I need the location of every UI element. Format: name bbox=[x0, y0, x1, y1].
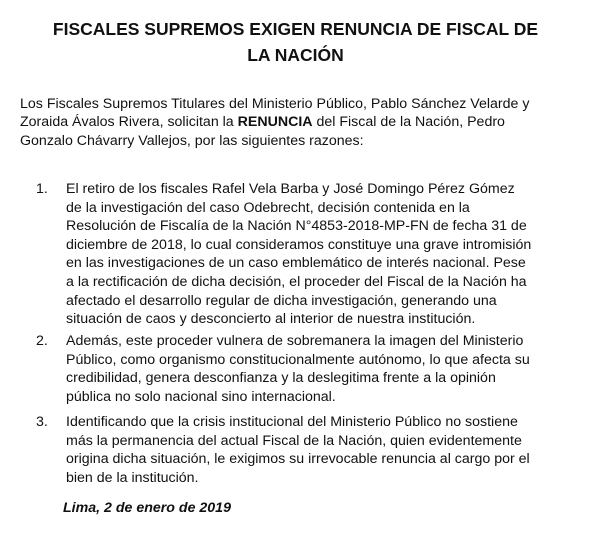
reason-line: Público, como organismo constitucionalmente autónomo, lo que afecta su bbox=[66, 351, 530, 368]
reason-line: Identificando que la crisis institucional del Ministerio Público no sostiene bbox=[66, 414, 518, 430]
place-date-signature: Lima, 2 de enero de 2019 bbox=[63, 500, 231, 516]
reason-text bbox=[66, 413, 550, 487]
renuncia-emphasis: RENUNCIA bbox=[237, 114, 313, 131]
title-line-2: LA NACIÓN bbox=[247, 45, 344, 65]
reason-line: origina dicha situación, le exigimos su irrevocable renuncia al cargo por el bbox=[66, 451, 530, 468]
intro-line-1: Los Fiscales Supremos Titulares del Ministerio Público, Pablo Sánchez Velarde y bbox=[20, 96, 530, 112]
reason-line: más la permanencia del actual Fiscal de la Nación, quien evidentemente bbox=[66, 432, 522, 449]
reason-line: a la rectificación de dicha decisión, el proceder del Fiscal de la Nación ha bbox=[66, 273, 527, 290]
reason-line: Resolución de Fiscalía de la Nación N°4853-2018-MP-FN de fecha 31 de bbox=[66, 218, 527, 235]
reason-line: bien de la institución. bbox=[66, 469, 199, 486]
reason-line: afectado el desarrollo regular de dicha investigación, generando una bbox=[66, 292, 497, 309]
reason-text bbox=[66, 332, 550, 406]
reason-line: en las investigaciones de un caso emblemático de interés nacional. Pese bbox=[66, 255, 526, 272]
reason-item-2 bbox=[36, 332, 550, 408]
intro-line-2-end: del Fiscal de la Nación, Pedro bbox=[312, 114, 505, 131]
reason-line: credibilidad, genera desconfianza y la deslegitima frente a la opinión bbox=[66, 370, 496, 387]
intro-line-2-start: Zoraida Ávalos Rivera, solicitan la bbox=[20, 114, 238, 131]
title-line-1: FISCALES SUPREMOS EXIGEN RENUNCIA DE FISCAL DE bbox=[52, 19, 539, 39]
intro-paragraph bbox=[20, 95, 571, 150]
reason-line: El retiro de los fiscales Rafel Vela Barba y José Domingo Pérez Gómez bbox=[66, 181, 515, 197]
reason-item-3 bbox=[36, 413, 550, 489]
reason-line: pública no solo nacional sino internacional. bbox=[66, 388, 336, 405]
reason-number: 1. bbox=[36, 181, 48, 197]
reason-number: 2. bbox=[36, 333, 48, 349]
intro-line-2 bbox=[20, 113, 571, 131]
reason-item-1 bbox=[36, 180, 550, 328]
reason-text bbox=[66, 180, 550, 329]
reason-line: situación de caos y desconcierto al interior de nuestra institución. bbox=[66, 311, 476, 328]
reason-line: Además, este proceder vulnera de sobremanera la imagen del Ministerio bbox=[66, 333, 524, 349]
reason-line: de la investigación del caso Odebrecht, decisión contenida en la bbox=[66, 199, 470, 216]
document-title bbox=[20, 16, 571, 68]
intro-line-3: Gonzalo Chávarry Vallejos, por las siguientes razones: bbox=[20, 132, 364, 149]
reason-line: diciembre de 2018, lo cual consideramos constituye una grave intromisión bbox=[66, 236, 532, 253]
reason-number: 3. bbox=[36, 414, 48, 430]
